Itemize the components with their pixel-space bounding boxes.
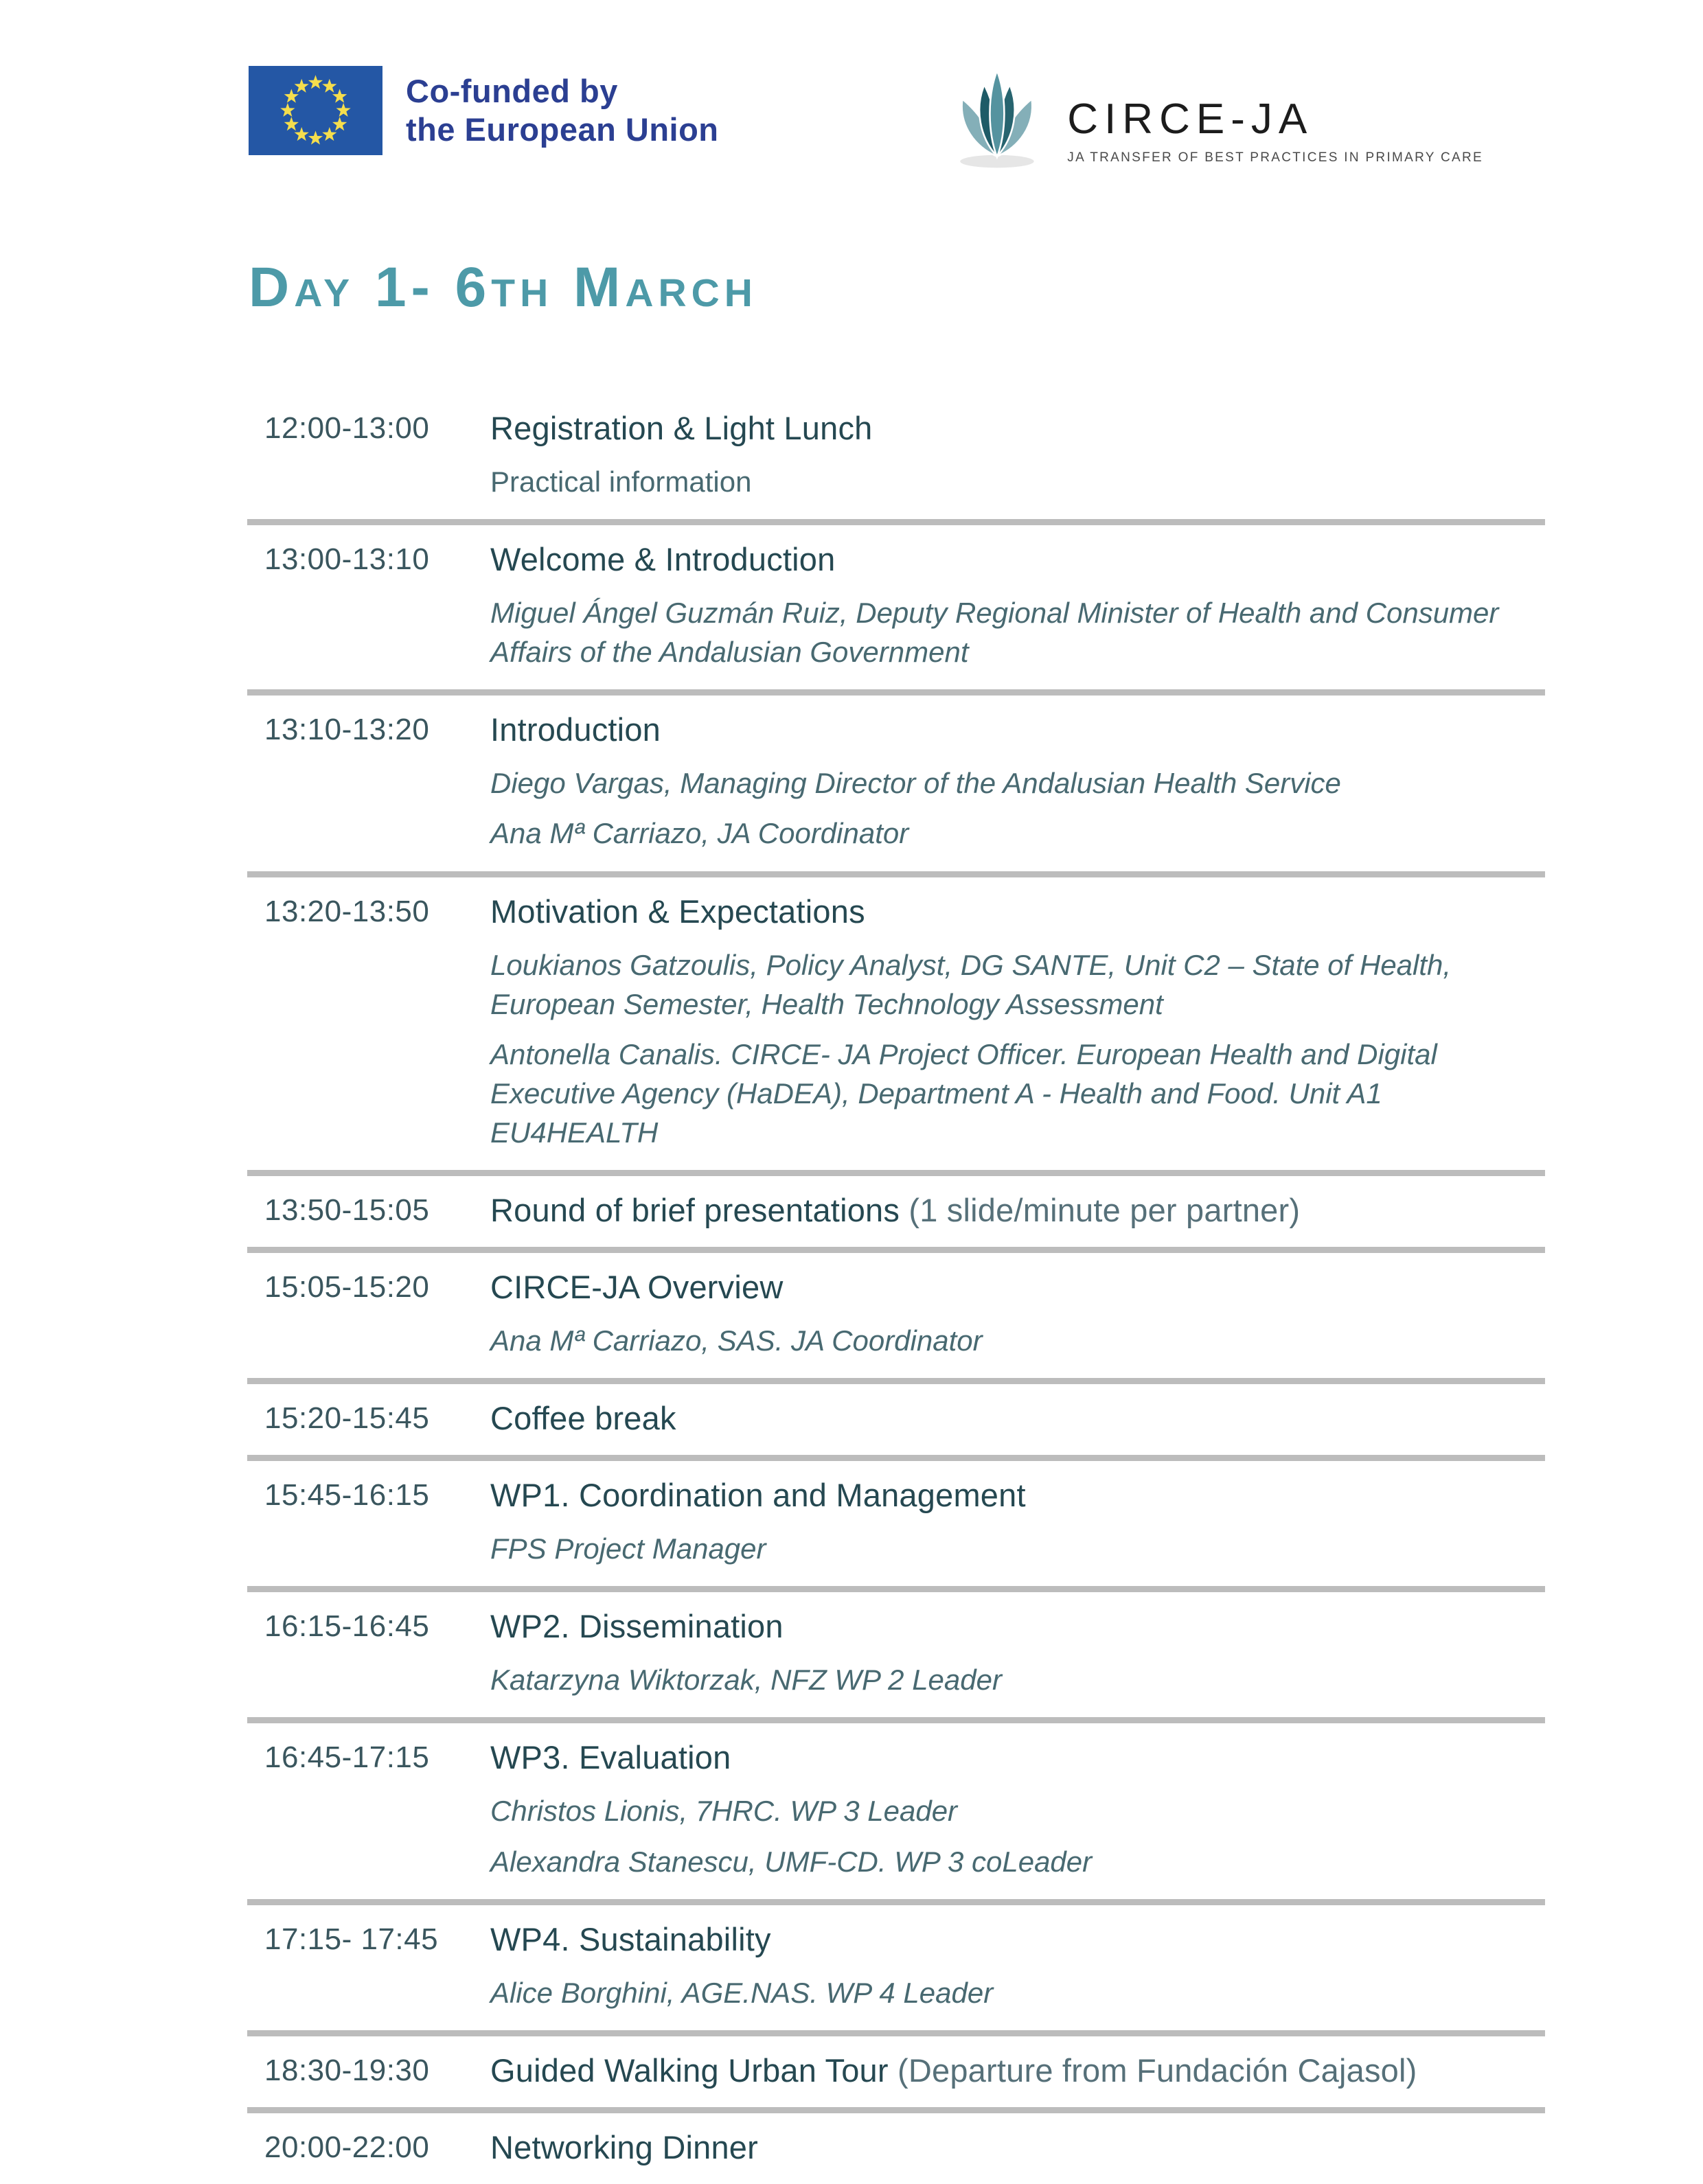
row-title-main: Coffee break	[490, 1400, 676, 1437]
row-title-main: Networking Dinner	[490, 2128, 759, 2165]
row-body	[490, 540, 1545, 671]
row-title-main: WP2. Dissemination	[490, 1608, 784, 1645]
row-time: 15:45-16:15	[264, 1478, 430, 1513]
row-title-main: Welcome & Introduction	[490, 541, 836, 578]
row-title	[490, 1399, 1545, 1437]
schedule-row	[247, 2036, 1545, 2113]
row-title	[490, 1738, 1545, 1776]
circe-ja-name: CIRCE-JA	[1067, 95, 1314, 143]
row-title-main: Motivation & Expectations	[490, 893, 865, 930]
row-subtitles	[490, 945, 1545, 1153]
row-body	[490, 711, 1545, 853]
eu-cofunded-text	[406, 72, 719, 150]
schedule	[247, 394, 1545, 2184]
row-time: 16:45-17:15	[264, 1740, 430, 1775]
row-subtitles	[490, 593, 1545, 671]
row-title-main: Introduction	[490, 711, 661, 748]
row-subtitle: Alice Borghini, AGE.NAS. WP 4 Leader	[490, 1976, 994, 2009]
schedule-row	[247, 525, 1545, 696]
eu-cofunded-line1: Co-funded by	[406, 72, 618, 109]
row-body	[490, 1738, 1545, 1881]
schedule-row	[247, 394, 1545, 525]
row-subtitles	[490, 1321, 1545, 1360]
row-subtitle: FPS Project Manager	[490, 1532, 766, 1565]
row-title-main: Round of brief presentations	[490, 1192, 900, 1229]
schedule-row	[247, 1253, 1545, 1384]
row-body	[490, 1920, 1545, 2012]
row-subtitle: Diego Vargas, Managing Director of the Andalusian Health Service	[490, 767, 1341, 800]
row-time: 18:30-19:30	[264, 2053, 430, 2087]
row-body	[490, 2128, 1545, 2166]
row-title-main: Registration & Light Lunch	[490, 410, 873, 446]
row-title-main: WP4. Sustainability	[490, 1920, 771, 1957]
row-time: 15:20-15:45	[264, 1401, 430, 1436]
schedule-row	[247, 1905, 1545, 2036]
lotus-flower-icon	[956, 62, 1041, 174]
row-subtitles	[490, 462, 1545, 501]
row-title	[490, 1191, 1545, 1229]
row-title	[490, 1268, 1545, 1306]
row-subtitle: Antonella Canalis. CIRCE- JA Project Officer. European Health and Digital Executive Agency (HaDEA), Department A - Health and Food. Unit A1 EU4HEALTH	[490, 1037, 1437, 1149]
eu-cofunded-line2: the European Union	[406, 111, 719, 148]
row-title-main: CIRCE-JA Overview	[490, 1269, 784, 1306]
row-subtitle: Miguel Ángel Guzmán Ruiz, Deputy Regional Minister of Health and Consumer Affairs of the Andalusian Government	[490, 597, 1499, 669]
row-body	[490, 2051, 1545, 2089]
row-title-main: WP1. Coordination and Management	[490, 1477, 1026, 1514]
row-time: 17:15- 17:45	[264, 1922, 439, 1956]
row-body	[490, 1476, 1545, 1568]
row-title	[490, 1476, 1545, 1514]
row-subtitle: Ana Mª Carriazo, JA Coordinator	[490, 817, 909, 850]
row-title-suffix: (Departure from Fundación Cajasol)	[888, 2051, 1417, 2089]
page-title: Day 1- 6th March	[249, 256, 757, 319]
circe-ja-tagline: JA TRANSFER OF BEST PRACTICES IN PRIMARY CARE	[1067, 150, 1483, 165]
eu-flag-icon	[249, 66, 382, 155]
row-title-suffix: (1 slide/minute per partner)	[900, 1192, 1301, 1229]
row-title-main: WP3. Evaluation	[490, 1739, 731, 1776]
row-title-main: Guided Walking Urban Tour	[490, 2051, 889, 2089]
row-subtitle: Loukianos Gatzoulis, Policy Analyst, DG SANTE, Unit C2 – State of Health, European Semester, Health Technology Assessment	[490, 948, 1452, 1020]
row-subtitle: Ana Mª Carriazo, SAS. JA Coordinator	[490, 1324, 983, 1357]
row-title	[490, 893, 1545, 930]
row-time: 16:15-16:45	[264, 1609, 430, 1644]
row-subtitle: Practical information	[490, 465, 752, 498]
circe-ja-logo	[956, 62, 1483, 174]
row-body	[490, 1607, 1545, 1699]
eu-cofunded-logo	[249, 66, 719, 155]
row-time: 13:50-15:05	[264, 1193, 430, 1228]
row-subtitles	[490, 1791, 1545, 1881]
schedule-row	[247, 1592, 1545, 1723]
circe-ja-text	[1067, 95, 1483, 165]
schedule-row	[247, 1176, 1545, 1253]
schedule-row	[247, 1723, 1545, 1905]
row-time: 20:00-22:00	[264, 2130, 430, 2164]
row-title	[490, 540, 1545, 578]
row-title	[490, 711, 1545, 748]
row-subtitles	[490, 1973, 1545, 2012]
row-title	[490, 1607, 1545, 1645]
row-body	[490, 1268, 1545, 1360]
schedule-row	[247, 2113, 1545, 2184]
row-subtitles	[490, 763, 1545, 853]
row-title	[490, 2128, 1545, 2166]
row-subtitles	[490, 1660, 1545, 1699]
row-time: 13:10-13:20	[264, 713, 430, 747]
schedule-row	[247, 877, 1545, 1177]
row-time: 13:20-13:50	[264, 894, 430, 928]
schedule-row	[247, 1384, 1545, 1461]
row-body	[490, 893, 1545, 1153]
row-subtitles	[490, 1529, 1545, 1568]
row-time: 13:00-13:10	[264, 542, 430, 577]
row-subtitle: Katarzyna Wiktorzak, NFZ WP 2 Leader	[490, 1664, 1002, 1697]
row-title	[490, 409, 1545, 447]
row-subtitle: Christos Lionis, 7HRC. WP 3 Leader	[490, 1795, 958, 1828]
row-body	[490, 1399, 1545, 1437]
row-time: 15:05-15:20	[264, 1270, 430, 1304]
row-time: 12:00-13:00	[264, 411, 430, 445]
row-subtitle: Alexandra Stanescu, UMF-CD. WP 3 coLeader	[490, 1845, 1093, 1878]
schedule-row	[247, 696, 1545, 877]
schedule-row	[247, 1461, 1545, 1592]
row-body	[490, 409, 1545, 501]
page-header	[0, 0, 1703, 174]
row-body	[490, 1191, 1545, 1229]
row-title	[490, 2051, 1545, 2089]
row-title	[490, 1920, 1545, 1958]
